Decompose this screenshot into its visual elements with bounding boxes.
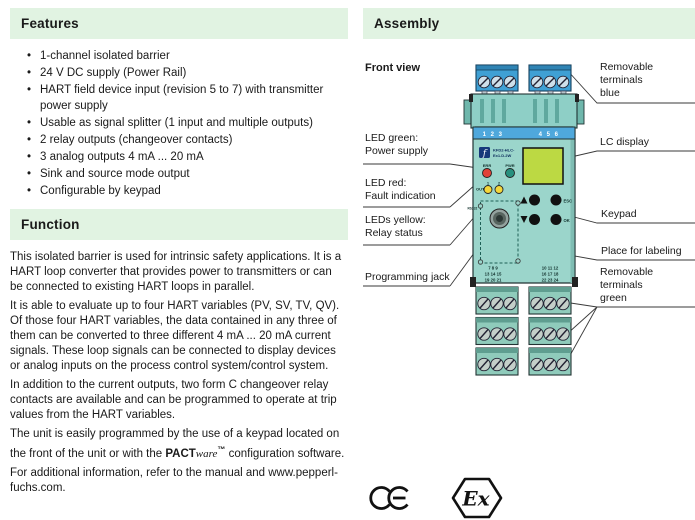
features-header: Features — [10, 8, 348, 39]
ex-mark — [453, 479, 501, 517]
pwr-led-label: PWR — [505, 163, 515, 168]
device-front-face — [468, 127, 579, 287]
out2-label: 2 — [497, 180, 501, 186]
assembly-diagram — [363, 38, 695, 520]
terminal-row — [476, 287, 571, 314]
terminal-row — [476, 318, 571, 345]
keypad-label: Keypad — [601, 208, 637, 220]
esc-label: ESC — [563, 198, 573, 204]
front-view-label: Front view — [365, 62, 421, 74]
feature-item: • 24 V DC supply (Power Rail) — [40, 65, 342, 81]
down-button — [529, 214, 540, 225]
ok-label: OK — [563, 218, 570, 223]
leds-yellow-label: LEDs yellow: Relay status — [365, 214, 426, 239]
led-red-label: LED red: Fault indication — [365, 177, 436, 202]
feature-item: • Sink and source mode output — [40, 166, 342, 182]
svg-text:16 17 18: 16 17 18 — [541, 271, 559, 277]
up-button — [529, 195, 540, 206]
esc-button — [551, 195, 562, 206]
function-text — [10, 250, 348, 496]
feature-item: • 1-channel isolated barrier — [40, 48, 342, 64]
led-green-label: LED green: Power supply — [365, 132, 429, 157]
function-paragraph: This isolated barrier is used for intrinsic safety applications. It is a HART loop converter that provides power to transmitters or can be connected to existing HART loops in parallel. — [10, 251, 342, 293]
features-list — [10, 48, 348, 199]
function-paragraph: It is able to evaluate up to four HART variables (PV, SV, TV, QV). Of those four HART variables, the data contained in any three of them can be converted to three different 4 mA ... 20 mA current signals. These loop signals can be connected to display devices or analog inputs on the process control system/control system. — [10, 300, 340, 372]
svg-text:7 8 9: 7 8 9 — [488, 265, 498, 271]
removable-terminals-green-label: Removable terminals green — [600, 266, 654, 304]
out-label: OUT — [476, 186, 485, 192]
function-paragraph: For additional information, refer to the manual and www.pepperl-fuchs.com. — [10, 466, 338, 494]
out1-label: 1 — [486, 180, 490, 186]
removable-terminals-blue — [476, 65, 571, 97]
svg-text:10 11 12: 10 11 12 — [541, 265, 559, 271]
model-number-line2: Ex1.D.2W — [493, 153, 512, 158]
feature-item: • Usable as signal splitter (1 input and multiple outputs) — [40, 115, 342, 131]
device-housing-top — [464, 94, 584, 128]
right-column — [363, 8, 695, 39]
svg-text:22 23 24: 22 23 24 — [541, 277, 559, 283]
terminal-numbers-top-left: 1 2 3 — [482, 132, 504, 138]
error-led — [483, 169, 492, 178]
feature-item: • Configurable by keypad — [40, 183, 342, 199]
function-paragraph: In addition to the current outputs, two form C changeover relay contacts are available and can be programmed to operate at trip values from the HART variables. — [10, 379, 337, 421]
function-header: Function — [10, 209, 348, 240]
assembly-header: Assembly — [363, 8, 695, 39]
feature-item: • 2 relay outputs (changeover contacts) — [40, 132, 342, 148]
svg-text:13 14 15: 13 14 15 — [484, 271, 502, 277]
ce-mark — [371, 488, 408, 509]
terminal-numbers-top-right: 4 5 6 — [538, 132, 560, 138]
feature-item: • 3 analog outputs 4 mA ... 20 mA — [40, 149, 342, 165]
relay2-led — [495, 186, 503, 194]
removable-terminals-green — [476, 287, 571, 375]
ok-button — [551, 214, 562, 225]
left-column — [10, 8, 348, 500]
function-paragraph: The unit is easily programmed by the use of a keypad located on the front of the unit or with the PACTware™ configuration software. — [10, 428, 345, 460]
trademark-symbol: ™ — [217, 445, 226, 454]
power-led — [506, 169, 515, 178]
relay1-led — [484, 186, 492, 194]
err-led-label: ERR — [482, 163, 492, 168]
programming-jack — [490, 209, 509, 228]
place-for-labeling-label: Place for labeling — [601, 245, 682, 257]
feature-item: • HART field device input (revision 5 to 7) with transmitter power supply — [40, 82, 342, 114]
lc-display — [523, 148, 563, 184]
pactware-brand: PACT — [165, 447, 196, 460]
model-number-line1: KFD2-HLC- — [493, 147, 515, 153]
jack-label: RS232 — [467, 206, 478, 211]
terminal-row — [476, 348, 571, 375]
programming-jack-label: Programming jack — [365, 271, 450, 283]
logo-glyph: f — [482, 149, 487, 159]
svg-text:19 20 21: 19 20 21 — [484, 277, 502, 283]
ex-glyph: Ex — [462, 486, 490, 511]
removable-terminals-blue-label: Removable terminals blue — [600, 61, 654, 99]
lc-display-label: LC display — [600, 136, 650, 148]
